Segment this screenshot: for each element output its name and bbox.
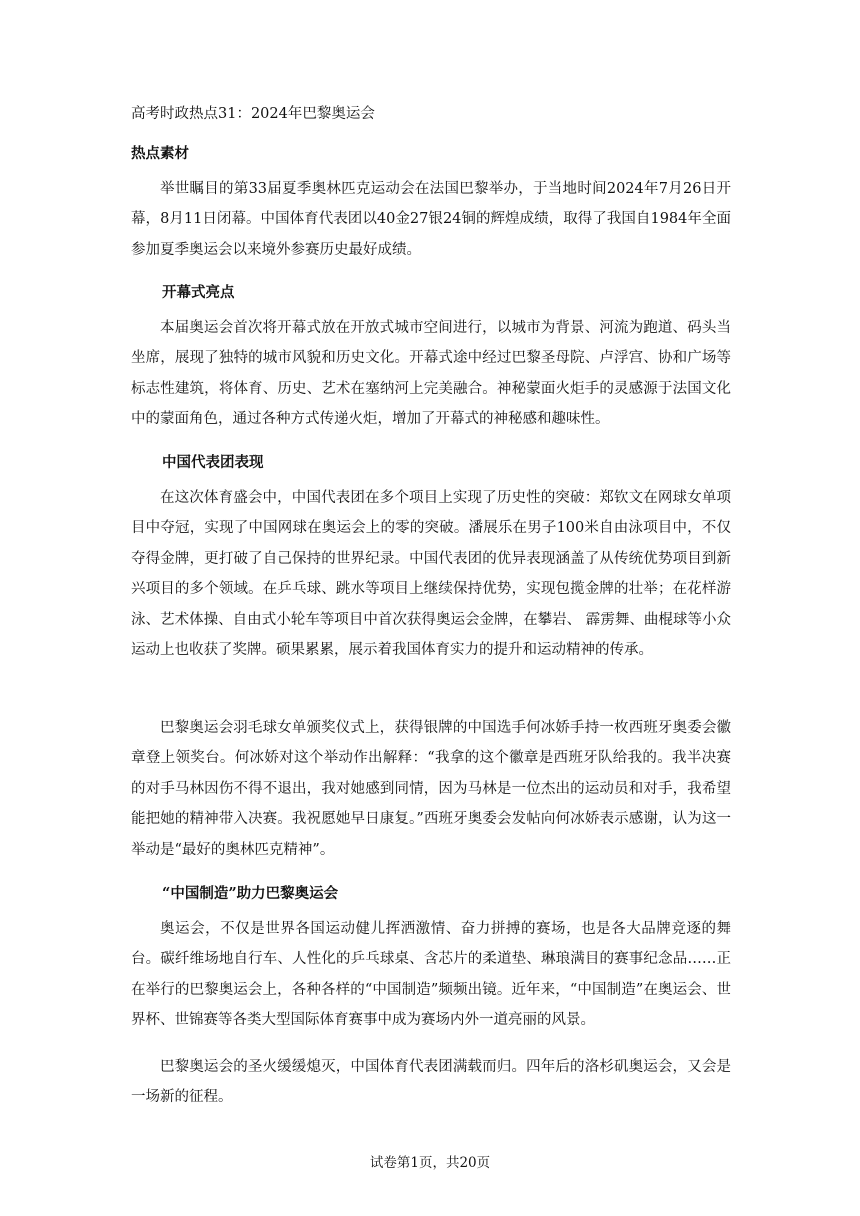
section-label-hot-materials: 热点素材 bbox=[131, 145, 189, 162]
page-footer: 试卷第1页，共20页 bbox=[369, 1155, 491, 1171]
paragraph-made-in-china-2: 巴黎奥运会的圣火缓缓熄灭，中国体育代表团满载而归。四年后的洛杉矶奥运会，又会是一场新的征程。 bbox=[131, 1059, 731, 1106]
paragraph-china-delegation-2: 巴黎奥运会羽毛球女单颁奖仪式上，获得银牌的中国选手何冰娇手持一枚西班牙奥委会徽章登上领奖台。何冰娇对这个举动作出解释：“我拿的这个徽章是西班牙队给我的。我半决赛的对手马林因伤不得不退出，我对她感到同情，因为马林是一位杰出的运动员和对手，我希望能把她的精神带入决赛。我祝愿她早日康复。”西班牙奥委会发帖向何冰娇表示感谢，认为这一举动是“最好的奥林匹克精神”。 bbox=[131, 720, 731, 858]
heading-opening-ceremony: 开幕式亮点 bbox=[162, 284, 235, 301]
document-title: 高考时政热点31：2024年巴黎奥运会 bbox=[131, 106, 375, 122]
heading-made-in-china: “中国制造”助力巴黎奥运会 bbox=[162, 885, 339, 902]
paragraph-made-in-china-1: 奥运会，不仅是世界各国运动健儿挥洒激情、奋力拼搏的赛场，也是各大品牌竞逐的舞台。碳纤维场地自行车、人性化的乒乓球桌、含芯片的柔道垫、琳琅满目的赛事纪念品……正在举行的巴黎奥运会上，各种各样的“中国制造”频频出镜。近年来，“中国制造”在奥运会、世界杯、世锦赛等各类大型国际体育赛事中成为赛场内外一道亮丽的风景。 bbox=[131, 921, 731, 1029]
paragraph-china-delegation-1: 在这次体育盛会中，中国代表团在多个项目上实现了历史性的突破：郑钦文在网球女单项目中夺冠，实现了中国网球在奥运会上的零的突破。潘展乐在男子100米自由泳项目中，不仅夺得金牌，更打破了自己保持的世界纪录。中国代表团的优异表现涵盖了从传统优势项目到新兴项目的多个领域。在乒乓球、跳水等项目上继续保持优势，实现包揽金牌的壮举；在花样游泳、艺术体操、自由式小轮车等项目中首次获得奥运会金牌，在攀岩、 霹雳舞、曲棍球等小众运动上也收获了奖牌。硕果累累，展示着我国体育实力的提升和运动精神的传承。 bbox=[131, 490, 731, 659]
paragraph-opening-ceremony: 本届奥运会首次将开幕式放在开放式城市空间进行，以城市为背景、河流为跑道、码头当坐席，展现了独特的城市风貌和历史文化。开幕式途中经过巴黎圣母院、卢浮宫、协和广场等标志性建筑，将体育、历史、艺术在塞纳河上完美融合。神秘蒙面火炬手的灵感源于法国文化中的蒙面角色，通过各种方式传递火炬，增加了开幕式的神秘感和趣味性。 bbox=[131, 320, 731, 428]
heading-china-delegation: 中国代表团表现 bbox=[162, 454, 264, 471]
intro-paragraph: 举世瞩目的第33届夏季奥林匹克运动会在法国巴黎举办，于当地时间2024年7月26日开幕，8月11日闭幕。中国体育代表团以40金27银24铜的辉煌成绩，取得了我国自1984年全面参加夏季奥运会以来境外参赛历史最好成绩。 bbox=[131, 181, 731, 258]
